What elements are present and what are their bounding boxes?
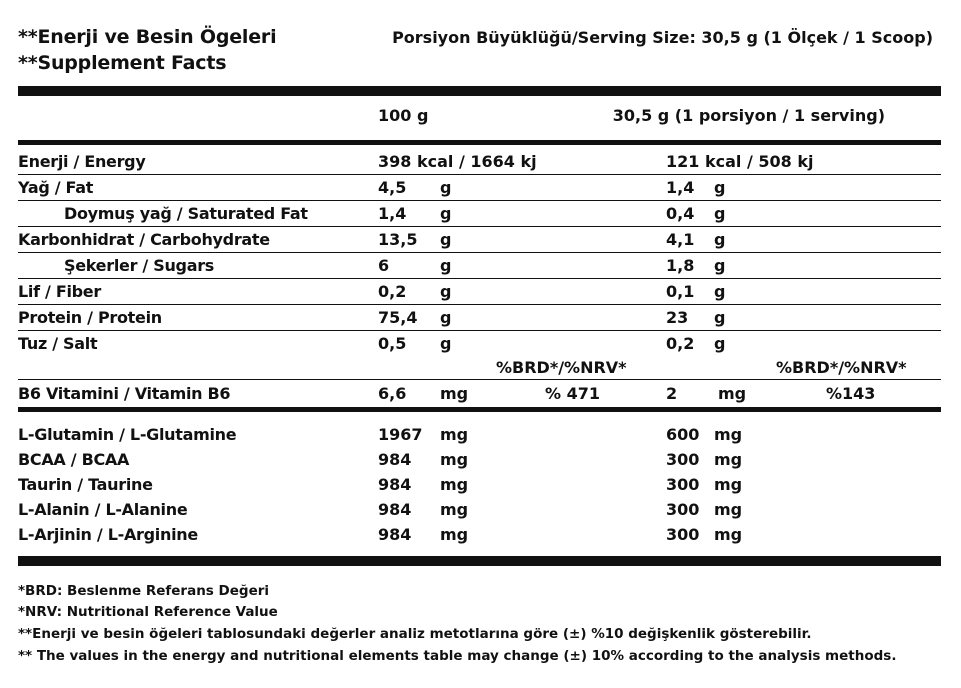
row-label: Şekerler / Sugars bbox=[64, 256, 215, 275]
unit-100g: g bbox=[440, 256, 452, 275]
unit-serving: g bbox=[714, 334, 726, 353]
unit-100g: mg bbox=[440, 525, 469, 544]
unit-serving: mg bbox=[714, 450, 743, 469]
row-label: B6 Vitamini / Vitamin B6 bbox=[18, 384, 231, 403]
unit-100g: mg bbox=[440, 450, 469, 469]
table-row bbox=[18, 522, 941, 547]
table-row bbox=[18, 201, 941, 226]
value-serving: 1,4 bbox=[666, 178, 695, 197]
column-header-100g: 100 g bbox=[378, 106, 429, 125]
unit-100g: g bbox=[440, 282, 452, 301]
value-100g: 75,4 bbox=[378, 308, 418, 327]
value-serving: 1,8 bbox=[666, 256, 695, 275]
row-label: Karbonhidrat / Carbohydrate bbox=[18, 230, 270, 249]
unit-100g: g bbox=[440, 178, 452, 197]
unit-serving: mg bbox=[714, 525, 743, 544]
value-100g: 984 bbox=[378, 475, 412, 494]
table-row bbox=[18, 175, 941, 200]
value-serving: 300 bbox=[666, 475, 700, 494]
row-label: L-Arjinin / L-Arginine bbox=[18, 525, 198, 544]
unit-100g: g bbox=[440, 230, 452, 249]
table-row bbox=[18, 447, 941, 472]
table-row bbox=[18, 305, 941, 330]
unit-serving: g bbox=[714, 204, 726, 223]
row-label: Protein / Protein bbox=[18, 308, 162, 327]
unit-100g: mg bbox=[440, 425, 469, 444]
value-serving: 600 bbox=[666, 425, 700, 444]
unit-100g: mg bbox=[440, 475, 469, 494]
nrv-header-serving: %BRD*/%NRV* bbox=[776, 358, 907, 377]
title-line-2: **Supplement Facts bbox=[18, 52, 227, 74]
value-100g: 13,5 bbox=[378, 230, 418, 249]
row-label: Taurin / Taurine bbox=[18, 475, 153, 494]
column-header-serving: 30,5 g (1 porsiyon / 1 serving) bbox=[612, 106, 885, 125]
row-label: L-Alanin / L-Alanine bbox=[18, 500, 188, 519]
energy-per-100g: 398 kcal / 1664 kj bbox=[378, 152, 537, 171]
row-label: Lif / Fiber bbox=[18, 282, 101, 301]
unit-100g: g bbox=[440, 334, 452, 353]
unit-serving: g bbox=[714, 178, 726, 197]
value-serving: 2 bbox=[666, 384, 678, 403]
top-divider bbox=[18, 86, 941, 96]
vitamin-divider bbox=[18, 407, 941, 412]
value-serving: 300 bbox=[666, 450, 700, 469]
table-row bbox=[18, 422, 941, 447]
value-100g: 1967 bbox=[378, 425, 423, 444]
value-100g: 984 bbox=[378, 500, 412, 519]
unit-100g: mg bbox=[440, 384, 469, 403]
row-label: BCAA / BCAA bbox=[18, 450, 130, 469]
row-label: Yağ / Fat bbox=[18, 178, 94, 197]
unit-serving: g bbox=[714, 282, 726, 301]
unit-100g: mg bbox=[440, 500, 469, 519]
unit-serving: g bbox=[714, 308, 726, 327]
footnote-variance-tr: **Enerji ve besin öğeleri tablosundaki değerler analiz metotlarına göre (±) %10 değişkenlik gösterebilir. bbox=[18, 626, 812, 642]
table-row bbox=[18, 497, 941, 522]
unit-100g: g bbox=[440, 204, 452, 223]
table-row bbox=[18, 279, 941, 304]
table-row bbox=[18, 472, 941, 497]
row-label: Doymuş yağ / Saturated Fat bbox=[64, 204, 308, 223]
nrv-header-100g: %BRD*/%NRV* bbox=[496, 358, 627, 377]
nrv-100g: % 471 bbox=[545, 384, 600, 403]
footnote-nrv: *NRV: Nutritional Reference Value bbox=[18, 604, 278, 620]
value-100g: 6,6 bbox=[378, 384, 407, 403]
title-line-1: **Enerji ve Besin Ögeleri bbox=[18, 26, 277, 48]
unit-serving: mg bbox=[714, 500, 743, 519]
unit-serving: g bbox=[714, 256, 726, 275]
value-100g: 0,5 bbox=[378, 334, 407, 353]
row-divider bbox=[18, 379, 941, 380]
value-100g: 1,4 bbox=[378, 204, 407, 223]
table-row bbox=[18, 227, 941, 252]
value-serving: 300 bbox=[666, 500, 700, 519]
value-serving: 300 bbox=[666, 525, 700, 544]
value-100g: 984 bbox=[378, 525, 412, 544]
value-100g: 6 bbox=[378, 256, 390, 275]
bottom-divider bbox=[18, 556, 941, 566]
energy-per-serving: 121 kcal / 508 kj bbox=[666, 152, 814, 171]
unit-serving: mg bbox=[714, 475, 743, 494]
value-serving: 4,1 bbox=[666, 230, 695, 249]
nrv-header-row bbox=[18, 355, 941, 380]
unit-serving: mg bbox=[714, 425, 743, 444]
table-row bbox=[18, 331, 941, 356]
nrv-serving: %143 bbox=[826, 384, 876, 403]
table-row-energy bbox=[18, 149, 941, 174]
footnote-brd: *BRD: Beslenme Referans Değeri bbox=[18, 583, 270, 599]
value-100g: 0,2 bbox=[378, 282, 407, 301]
header-divider bbox=[18, 140, 941, 145]
value-serving: 0,1 bbox=[666, 282, 695, 301]
table-row bbox=[18, 253, 941, 278]
value-serving: 23 bbox=[666, 308, 689, 327]
row-label: L-Glutamin / L-Glutamine bbox=[18, 425, 237, 444]
unit-100g: g bbox=[440, 308, 452, 327]
row-label: Enerji / Energy bbox=[18, 152, 146, 171]
footnote-variance-en: ** The values in the energy and nutritional elements table may change (±) 10% according to the analysis methods. bbox=[18, 648, 897, 664]
value-serving: 0,2 bbox=[666, 334, 695, 353]
table-row-vitamin-b6 bbox=[18, 381, 941, 406]
unit-serving: mg bbox=[718, 384, 747, 403]
value-serving: 0,4 bbox=[666, 204, 695, 223]
value-100g: 4,5 bbox=[378, 178, 407, 197]
unit-serving: g bbox=[714, 230, 726, 249]
row-label: Tuz / Salt bbox=[18, 334, 98, 353]
serving-size: Porsiyon Büyüklüğü/Serving Size: 30,5 g (1 Ölçek / 1 Scoop) bbox=[392, 28, 933, 47]
value-100g: 984 bbox=[378, 450, 412, 469]
